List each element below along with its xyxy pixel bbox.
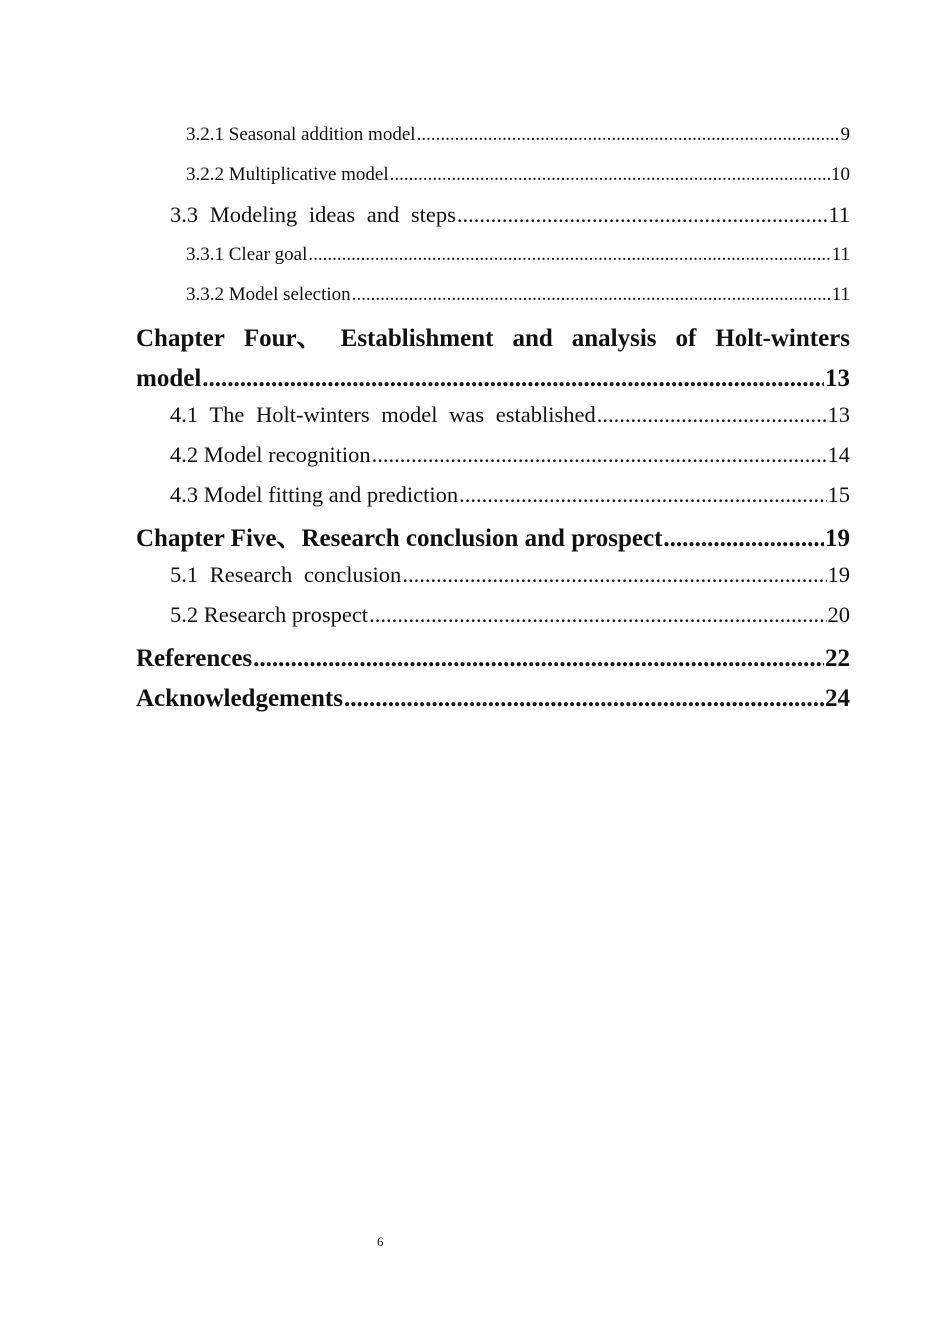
toc-entry-4-1[interactable] [136, 400, 850, 440]
table-of-contents [136, 120, 850, 720]
dot-leader [308, 240, 830, 270]
title-word: analysis [571, 325, 657, 352]
toc-entry-page: 15 [827, 482, 850, 507]
toc-entry-title: References [136, 645, 253, 672]
toc-entry-3-3[interactable] [136, 200, 850, 240]
dot-leader [352, 280, 831, 310]
toc-entry-page: 13 [827, 402, 850, 427]
toc-entry-title: model [136, 365, 202, 392]
toc-entry-5-2[interactable] [136, 600, 850, 640]
dot-leader [253, 640, 824, 678]
title-word: Four、 [243, 325, 322, 352]
toc-entry-page: 19 [825, 525, 850, 552]
toc-entry-title: 4.2 Model recognition [170, 442, 371, 467]
dot-leader [459, 480, 826, 510]
toc-entry-page: 19 [827, 562, 850, 587]
dot-leader [372, 440, 827, 470]
toc-entry-3-2-1[interactable] [136, 120, 850, 160]
toc-entry-5-1[interactable] [136, 560, 850, 600]
chapter-four-title-continuation [136, 360, 850, 400]
toc-entry-page: 9 [840, 124, 850, 145]
dot-leader [457, 200, 827, 230]
dot-leader [390, 160, 830, 190]
title-word: and [512, 325, 553, 352]
chapter-four-title-line [136, 320, 850, 360]
toc-entry-page: 10 [831, 164, 850, 185]
toc-entry-page: 20 [827, 602, 850, 627]
dot-leader [663, 520, 824, 558]
toc-entry-3-2-2[interactable] [136, 160, 850, 200]
toc-entry-title: Chapter Five、Research conclusion and prospect [136, 525, 663, 552]
toc-entry-page: 11 [831, 244, 850, 265]
title-word: Holt-winters [715, 325, 850, 352]
toc-entry-title: Acknowledgements [136, 685, 343, 712]
toc-entry-page: 13 [825, 365, 850, 392]
toc-entry-title: 5.1 Research conclusion [170, 562, 402, 587]
toc-entry-chapter-five[interactable] [136, 520, 850, 560]
dot-leader [344, 680, 824, 718]
toc-entry-3-3-2[interactable] [136, 280, 850, 320]
toc-entry-title: 5.2 Research prospect [170, 602, 369, 627]
title-word: Chapter [136, 325, 225, 352]
dot-leader [402, 560, 826, 590]
toc-entry-title: 4.1 The Holt-winters model was established [170, 402, 596, 427]
toc-entry-title: 3.3.1 Clear goal [186, 244, 308, 265]
title-word: Establishment [340, 325, 494, 352]
toc-entry-acknowledgements[interactable] [136, 680, 850, 720]
toc-entry-references[interactable] [136, 640, 850, 680]
title-word: of [675, 325, 697, 352]
toc-entry-4-2[interactable] [136, 440, 850, 480]
dot-leader [202, 360, 824, 398]
toc-entry-page: 11 [828, 202, 850, 227]
toc-entry-3-3-1[interactable] [136, 240, 850, 280]
page-number: 6 [377, 1234, 384, 1249]
toc-entry-title: 4.3 Model fitting and prediction [170, 482, 459, 507]
toc-entry-page: 11 [831, 284, 850, 305]
toc-entry-title: 3.2.1 Seasonal addition model [186, 124, 416, 145]
toc-entry-page: 14 [827, 442, 850, 467]
toc-entry-chapter-four[interactable] [136, 320, 850, 400]
dot-leader [417, 120, 840, 150]
dot-leader [597, 400, 827, 430]
toc-entry-title: 3.3.2 Model selection [186, 284, 351, 305]
toc-entry-page: 22 [825, 645, 850, 672]
toc-entry-title: 3.3 Modeling ideas and steps [170, 202, 456, 227]
toc-entry-title: 3.2.2 Multiplicative model [186, 164, 389, 185]
toc-entry-page: 24 [825, 685, 850, 712]
dot-leader [369, 600, 826, 630]
toc-entry-4-3[interactable] [136, 480, 850, 520]
